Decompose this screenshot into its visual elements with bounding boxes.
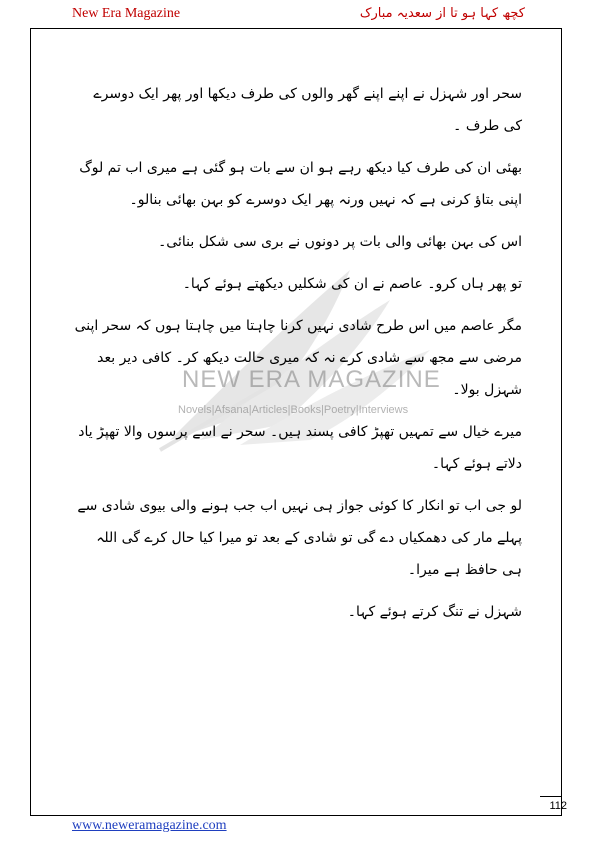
paragraph: سحر اور شہزل نے اپنے اپنے گھر والوں کی طرف دیکھا اور پھر ایک دوسرے کی طرف ۔ bbox=[93, 86, 522, 134]
paragraph: اس کی بہن بھائی والی بات پر دونوں نے بری سی شکل بنائی۔ bbox=[158, 234, 522, 250]
website-link[interactable]: www.neweramagazine.com bbox=[72, 818, 227, 833]
watermark-subtitle: Novels|Afsana|Articles|Books|Poetry|Interviews bbox=[178, 404, 409, 416]
paragraph: مگر عاصم میں اس طرح شادی نہیں کرنا چاہتا میں چاہتا ہوں کہ سحر اپنی مرضی سے مجھ سے شادی کرے نہ کہ میری حالت دیکھ کر۔ کافی دیر بعد شہزل بولا۔ bbox=[74, 318, 522, 398]
paragraph: بھئی ان کی طرف کیا دیکھ رہے ہو ان سے بات ہو گئی ہے میری اب تم لوگ اپنی بتاؤ کرنی ہے کہ نہیں ورنہ پھر ایک دوسرے کو بہن بھائی بنالو۔ bbox=[79, 160, 522, 208]
story-text bbox=[72, 78, 522, 628]
magazine-name: New Era Magazine bbox=[72, 6, 181, 21]
paragraph: میرے خیال سے تمہیں تھپڑ کافی پسند ہیں۔ سحر نے اسے پرسوں والا تھپڑ یاد دلاتے ہوئے کہا۔ bbox=[78, 424, 522, 472]
novel-title: کچھ کہا ہو تا از سعدیہ مبارک bbox=[359, 6, 525, 21]
page-number-divider bbox=[540, 796, 562, 797]
paragraph: لو جی اب تو انکار کا کوئی جواز ہی نہیں اب جب ہونے والی بیوی شادی سے پہلے مار کی دھمکیاں دے گی تو شادی کے بعد تو میرا کیا حال کرے گی اللہ ہی حافظ ہے میرا۔ bbox=[77, 498, 522, 578]
paragraph: شہزل نے تنگ کرتے ہوئے کہا۔ bbox=[347, 604, 522, 620]
paragraph: تو پھر ہاں کرو۔ عاصم نے ان کی شکلیں دیکھتے ہوئے کہا۔ bbox=[182, 276, 522, 292]
watermark-title: NEW ERA MAGAZINE bbox=[182, 366, 441, 393]
page-number: 112 bbox=[549, 800, 567, 812]
